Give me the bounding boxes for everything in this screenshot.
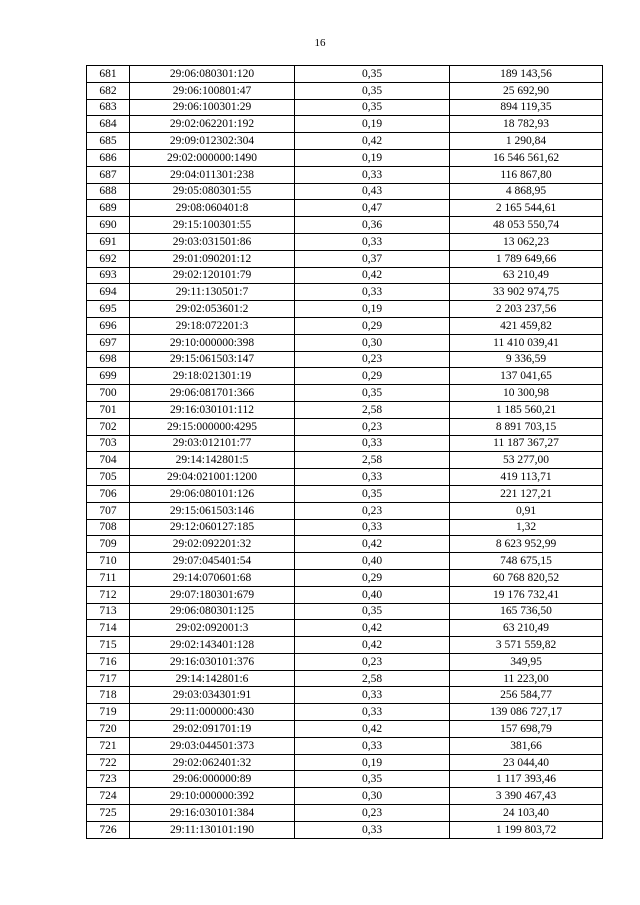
coefficient-cell: 0,23 <box>295 805 450 822</box>
cadastral-number-cell: 29:02:091701:19 <box>130 721 295 738</box>
table-row <box>87 603 603 620</box>
row-number-cell: 722 <box>87 754 130 771</box>
table-row <box>87 653 603 670</box>
coefficient-cell: 0,29 <box>295 317 450 334</box>
coefficient-cell: 0,35 <box>295 99 450 116</box>
amount-cell: 2 165 544,61 <box>450 200 603 217</box>
amount-cell: 4 868,95 <box>450 183 603 200</box>
coefficient-cell: 0,47 <box>295 200 450 217</box>
cadastral-number-cell: 29:18:072201:3 <box>130 317 295 334</box>
page-number: 16 <box>314 37 326 49</box>
row-number-cell: 702 <box>87 418 130 435</box>
amount-cell: 19 176 732,41 <box>450 586 603 603</box>
row-number-cell: 709 <box>87 536 130 553</box>
cadastral-number-cell: 29:18:021301:19 <box>130 368 295 385</box>
coefficient-cell: 0,23 <box>295 351 450 368</box>
coefficient-cell: 0,33 <box>295 704 450 721</box>
coefficient-cell: 0,35 <box>295 82 450 99</box>
row-number-cell: 707 <box>87 502 130 519</box>
amount-cell: 24 103,40 <box>450 805 603 822</box>
cadastral-number-cell: 29:14:142801:5 <box>130 452 295 469</box>
table-row <box>87 66 603 83</box>
amount-cell: 1 117 393,46 <box>450 771 603 788</box>
cadastral-number-cell: 29:02:053601:2 <box>130 301 295 318</box>
table-row <box>87 637 603 654</box>
amount-cell: 11 187 367,27 <box>450 435 603 452</box>
coefficient-cell: 0,19 <box>295 754 450 771</box>
cadastral-number-cell: 29:06:100801:47 <box>130 82 295 99</box>
amount-cell: 11 410 039,41 <box>450 334 603 351</box>
row-number-cell: 697 <box>87 334 130 351</box>
cadastral-number-cell: 29:11:130501:7 <box>130 284 295 301</box>
amount-cell: 1 185 560,21 <box>450 401 603 418</box>
amount-cell: 9 336,59 <box>450 351 603 368</box>
row-number-cell: 698 <box>87 351 130 368</box>
row-number-cell: 717 <box>87 670 130 687</box>
coefficient-cell: 0,42 <box>295 267 450 284</box>
amount-cell: 53 277,00 <box>450 452 603 469</box>
amount-cell: 48 053 550,74 <box>450 217 603 234</box>
table-row <box>87 385 603 402</box>
table-row <box>87 536 603 553</box>
table-row <box>87 519 603 536</box>
row-number-cell: 695 <box>87 301 130 318</box>
row-number-cell: 711 <box>87 569 130 586</box>
cadastral-number-cell: 29:11:130101:190 <box>130 821 295 838</box>
coefficient-cell: 0,30 <box>295 788 450 805</box>
amount-cell: 25 692,90 <box>450 82 603 99</box>
cadastral-number-cell: 29:03:031501:86 <box>130 233 295 250</box>
table-row <box>87 250 603 267</box>
coefficient-cell: 0,23 <box>295 653 450 670</box>
table-body <box>87 66 603 839</box>
cadastral-number-cell: 29:07:045401:54 <box>130 553 295 570</box>
amount-cell: 1 199 803,72 <box>450 821 603 838</box>
table-row <box>87 149 603 166</box>
coefficient-cell: 0,33 <box>295 233 450 250</box>
row-number-cell: 692 <box>87 250 130 267</box>
coefficient-cell: 0,35 <box>295 485 450 502</box>
table-row <box>87 754 603 771</box>
table-row <box>87 469 603 486</box>
table-row <box>87 569 603 586</box>
table-row <box>87 586 603 603</box>
coefficient-cell: 0,23 <box>295 418 450 435</box>
coefficient-cell: 0,40 <box>295 586 450 603</box>
cadastral-number-cell: 29:06:100301:29 <box>130 99 295 116</box>
row-number-cell: 718 <box>87 687 130 704</box>
coefficient-cell: 0,29 <box>295 368 450 385</box>
coefficient-cell: 0,33 <box>295 519 450 536</box>
cadastral-number-cell: 29:10:000000:392 <box>130 788 295 805</box>
amount-cell: 13 062,23 <box>450 233 603 250</box>
row-number-cell: 687 <box>87 166 130 183</box>
coefficient-cell: 0,35 <box>295 771 450 788</box>
cadastral-number-cell: 29:02:092001:3 <box>130 620 295 637</box>
amount-cell: 256 584,77 <box>450 687 603 704</box>
amount-cell: 1,32 <box>450 519 603 536</box>
coefficient-cell: 0,29 <box>295 569 450 586</box>
table-row <box>87 502 603 519</box>
cadastral-number-cell: 29:16:030101:376 <box>130 653 295 670</box>
row-number-cell: 685 <box>87 133 130 150</box>
row-number-cell: 725 <box>87 805 130 822</box>
row-number-cell: 693 <box>87 267 130 284</box>
cadastral-number-cell: 29:01:090201:12 <box>130 250 295 267</box>
cadastral-number-cell: 29:06:000000:89 <box>130 771 295 788</box>
row-number-cell: 712 <box>87 586 130 603</box>
amount-cell: 63 210,49 <box>450 267 603 284</box>
cadastral-number-cell: 29:03:044501:373 <box>130 737 295 754</box>
row-number-cell: 700 <box>87 385 130 402</box>
row-number-cell: 683 <box>87 99 130 116</box>
cadastral-number-cell: 29:08:060401:8 <box>130 200 295 217</box>
cadastral-number-cell: 29:07:180301:679 <box>130 586 295 603</box>
row-number-cell: 723 <box>87 771 130 788</box>
row-number-cell: 694 <box>87 284 130 301</box>
table-row <box>87 368 603 385</box>
row-number-cell: 716 <box>87 653 130 670</box>
table-row <box>87 317 603 334</box>
row-number-cell: 684 <box>87 116 130 133</box>
table-row <box>87 166 603 183</box>
row-number-cell: 705 <box>87 469 130 486</box>
cadastral-number-cell: 29:15:061503:146 <box>130 502 295 519</box>
amount-cell: 894 119,35 <box>450 99 603 116</box>
amount-cell: 23 044,40 <box>450 754 603 771</box>
table-row <box>87 133 603 150</box>
coefficient-cell: 0,30 <box>295 334 450 351</box>
coefficient-cell: 0,42 <box>295 536 450 553</box>
cadastral-number-cell: 29:04:021001:1200 <box>130 469 295 486</box>
amount-cell: 1 789 649,66 <box>450 250 603 267</box>
row-number-cell: 688 <box>87 183 130 200</box>
cadastral-number-cell: 29:09:012302:304 <box>130 133 295 150</box>
row-number-cell: 715 <box>87 637 130 654</box>
row-number-cell: 726 <box>87 821 130 838</box>
coefficient-cell: 0,43 <box>295 183 450 200</box>
amount-cell: 137 041,65 <box>450 368 603 385</box>
cadastral-number-cell: 29:10:000000:398 <box>130 334 295 351</box>
table-row <box>87 99 603 116</box>
coefficient-cell: 0,35 <box>295 66 450 83</box>
row-number-cell: 721 <box>87 737 130 754</box>
coefficient-cell: 0,33 <box>295 687 450 704</box>
coefficient-cell: 0,42 <box>295 620 450 637</box>
row-number-cell: 701 <box>87 401 130 418</box>
cadastral-number-cell: 29:15:061503:147 <box>130 351 295 368</box>
amount-cell: 116 867,80 <box>450 166 603 183</box>
table-row <box>87 721 603 738</box>
amount-cell: 381,66 <box>450 737 603 754</box>
table-row <box>87 704 603 721</box>
amount-cell: 8 891 703,15 <box>450 418 603 435</box>
cadastral-number-cell: 29:02:062401:32 <box>130 754 295 771</box>
cadastral-number-cell: 29:02:092201:32 <box>130 536 295 553</box>
cadastral-number-cell: 29:06:080101:126 <box>130 485 295 502</box>
row-number-cell: 703 <box>87 435 130 452</box>
cadastral-number-cell: 29:15:000000:4295 <box>130 418 295 435</box>
row-number-cell: 696 <box>87 317 130 334</box>
amount-cell: 33 902 974,75 <box>450 284 603 301</box>
cadastral-number-cell: 29:02:062201:192 <box>130 116 295 133</box>
cadastral-number-cell: 29:02:000000:1490 <box>130 149 295 166</box>
amount-cell: 3 390 467,43 <box>450 788 603 805</box>
coefficient-cell: 0,42 <box>295 721 450 738</box>
coefficient-cell: 0,33 <box>295 284 450 301</box>
table-row <box>87 217 603 234</box>
table-row <box>87 183 603 200</box>
cadastral-number-cell: 29:05:080301:55 <box>130 183 295 200</box>
amount-cell: 748 675,15 <box>450 553 603 570</box>
cadastral-number-cell: 29:14:070601:68 <box>130 569 295 586</box>
table-row <box>87 788 603 805</box>
coefficient-cell: 0,19 <box>295 301 450 318</box>
coefficient-cell: 0,19 <box>295 116 450 133</box>
table-row <box>87 485 603 502</box>
coefficient-cell: 0,35 <box>295 603 450 620</box>
row-number-cell: 686 <box>87 149 130 166</box>
row-number-cell: 690 <box>87 217 130 234</box>
coefficient-cell: 0,33 <box>295 435 450 452</box>
amount-cell: 11 223,00 <box>450 670 603 687</box>
data-table <box>86 65 603 839</box>
table-row <box>87 452 603 469</box>
table-row <box>87 401 603 418</box>
coefficient-cell: 0,19 <box>295 149 450 166</box>
amount-cell: 3 571 559,82 <box>450 637 603 654</box>
row-number-cell: 714 <box>87 620 130 637</box>
cadastral-number-cell: 29:02:120101:79 <box>130 267 295 284</box>
coefficient-cell: 0,35 <box>295 385 450 402</box>
amount-cell: 1 290,84 <box>450 133 603 150</box>
coefficient-cell: 0,36 <box>295 217 450 234</box>
coefficient-cell: 2,58 <box>295 452 450 469</box>
coefficient-cell: 0,42 <box>295 133 450 150</box>
row-number-cell: 706 <box>87 485 130 502</box>
coefficient-cell: 0,33 <box>295 737 450 754</box>
row-number-cell: 713 <box>87 603 130 620</box>
table-row <box>87 821 603 838</box>
amount-cell: 157 698,79 <box>450 721 603 738</box>
row-number-cell: 719 <box>87 704 130 721</box>
row-number-cell: 699 <box>87 368 130 385</box>
table-row <box>87 301 603 318</box>
amount-cell: 63 210,49 <box>450 620 603 637</box>
cadastral-number-cell: 29:14:142801:6 <box>130 670 295 687</box>
row-number-cell: 720 <box>87 721 130 738</box>
amount-cell: 18 782,93 <box>450 116 603 133</box>
coefficient-cell: 2,58 <box>295 401 450 418</box>
table-row <box>87 435 603 452</box>
row-number-cell: 708 <box>87 519 130 536</box>
amount-cell: 419 113,71 <box>450 469 603 486</box>
table-row <box>87 805 603 822</box>
coefficient-cell: 0,33 <box>295 469 450 486</box>
row-number-cell: 710 <box>87 553 130 570</box>
table-row <box>87 553 603 570</box>
amount-cell: 349,95 <box>450 653 603 670</box>
table-row <box>87 418 603 435</box>
table-row <box>87 82 603 99</box>
cadastral-number-cell: 29:02:143401:128 <box>130 637 295 654</box>
table-row <box>87 670 603 687</box>
table-row <box>87 116 603 133</box>
row-number-cell: 691 <box>87 233 130 250</box>
cadastral-number-cell: 29:11:000000:430 <box>130 704 295 721</box>
cadastral-number-cell: 29:16:030101:384 <box>130 805 295 822</box>
table-row <box>87 267 603 284</box>
amount-cell: 60 768 820,52 <box>450 569 603 586</box>
amount-cell: 8 623 952,99 <box>450 536 603 553</box>
amount-cell: 165 736,50 <box>450 603 603 620</box>
table-row <box>87 334 603 351</box>
cadastral-number-cell: 29:06:081701:366 <box>130 385 295 402</box>
amount-cell: 2 203 237,56 <box>450 301 603 318</box>
amount-cell: 0,91 <box>450 502 603 519</box>
cadastral-number-cell: 29:16:030101:112 <box>130 401 295 418</box>
table-row <box>87 737 603 754</box>
amount-cell: 221 127,21 <box>450 485 603 502</box>
row-number-cell: 704 <box>87 452 130 469</box>
cadastral-number-cell: 29:15:100301:55 <box>130 217 295 234</box>
table-row <box>87 351 603 368</box>
cadastral-number-cell: 29:06:080301:120 <box>130 66 295 83</box>
table-row <box>87 620 603 637</box>
row-number-cell: 724 <box>87 788 130 805</box>
coefficient-cell: 0,40 <box>295 553 450 570</box>
coefficient-cell: 0,37 <box>295 250 450 267</box>
cadastral-number-cell: 29:04:011301:238 <box>130 166 295 183</box>
cadastral-number-cell: 29:06:080301:125 <box>130 603 295 620</box>
coefficient-cell: 0,23 <box>295 502 450 519</box>
coefficient-cell: 0,42 <box>295 637 450 654</box>
amount-cell: 139 086 727,17 <box>450 704 603 721</box>
cadastral-number-cell: 29:12:060127:185 <box>130 519 295 536</box>
cadastral-number-cell: 29:03:012101:77 <box>130 435 295 452</box>
coefficient-cell: 0,33 <box>295 821 450 838</box>
coefficient-cell: 0,33 <box>295 166 450 183</box>
table-row <box>87 284 603 301</box>
table-row <box>87 200 603 217</box>
table-row <box>87 233 603 250</box>
coefficient-cell: 2,58 <box>295 670 450 687</box>
amount-cell: 10 300,98 <box>450 385 603 402</box>
amount-cell: 16 546 561,62 <box>450 149 603 166</box>
table-row <box>87 687 603 704</box>
row-number-cell: 681 <box>87 66 130 83</box>
cadastral-number-cell: 29:03:034301:91 <box>130 687 295 704</box>
amount-cell: 189 143,56 <box>450 66 603 83</box>
row-number-cell: 689 <box>87 200 130 217</box>
amount-cell: 421 459,82 <box>450 317 603 334</box>
table-row <box>87 771 603 788</box>
row-number-cell: 682 <box>87 82 130 99</box>
